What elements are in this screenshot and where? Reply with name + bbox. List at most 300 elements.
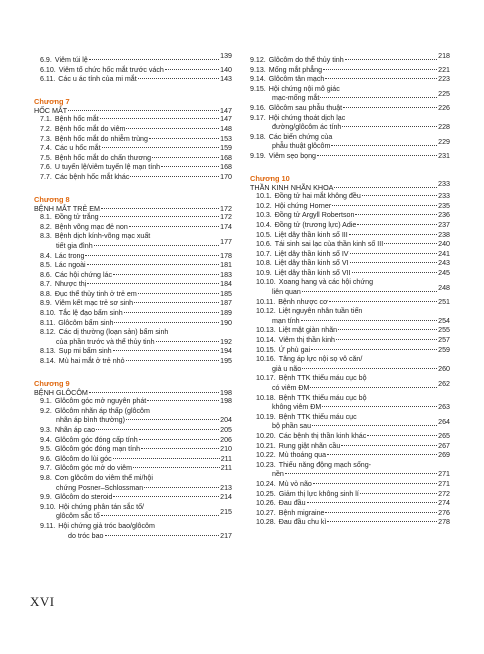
entry-title: Các u hốc mắt <box>54 144 101 153</box>
entry-title: Hội chứng thoát dịch lạc <box>268 113 346 122</box>
toc-entry[interactable] <box>34 271 232 281</box>
section-spacer <box>34 367 232 373</box>
toc-entry[interactable] <box>250 298 450 308</box>
entry-title: Glôcôm sau phẫu thuật <box>268 103 343 112</box>
chapter-title-row[interactable] <box>34 388 232 398</box>
entry-title: Đồng tử hai mắt không đều <box>274 192 361 201</box>
entry-title: Liệt dây thần kinh số VII <box>274 268 351 277</box>
entry-number: 9.15. <box>250 84 266 93</box>
entry-title: U tuyến lệ/viêm tuyến lệ mạn tính <box>54 163 161 172</box>
entry-page-number: 181 <box>220 261 232 270</box>
entry-title: chứng Posner–Schlossman <box>56 483 144 492</box>
entry-title: Rung giật nhãn cầu <box>278 441 341 450</box>
dot-leader <box>152 157 219 158</box>
dot-leader <box>311 349 437 350</box>
entry-number: 10.13. <box>256 326 276 335</box>
dot-leader <box>367 435 437 436</box>
entry-number: 10.15. <box>256 345 276 354</box>
toc-entry[interactable] <box>250 133 450 143</box>
toc-entry[interactable] <box>250 490 450 500</box>
entry-title: Viêm sẹo bọng <box>268 151 316 160</box>
entry-number: 8.5. <box>40 261 52 270</box>
section-spacer <box>34 85 232 91</box>
entry-page-number: 229 <box>438 138 450 147</box>
entry-title: Đồng tử (trương lực) Adie <box>274 220 357 229</box>
entry-page-number: 245 <box>438 268 450 277</box>
entry-number: 9.3. <box>40 426 52 434</box>
entry-page-number: 278 <box>438 518 450 527</box>
entry-page-number: 174 <box>220 222 232 231</box>
entry-number: 10.16. <box>256 355 276 364</box>
entry-number: 8.6. <box>40 270 52 279</box>
entry-title: Viêm túi lệ <box>54 56 88 64</box>
toc-entry[interactable] <box>34 75 232 85</box>
toc-entry[interactable] <box>250 509 450 519</box>
dot-leader <box>113 274 219 275</box>
dot-leader <box>100 118 220 119</box>
entry-number: 10.6. <box>256 240 272 249</box>
toc-entry[interactable] <box>250 250 450 260</box>
toc-entry[interactable] <box>250 90 450 104</box>
entry-page-number: 262 <box>438 380 450 388</box>
entry-title: Giảm thị lực không sinh lí <box>278 489 359 498</box>
toc-entry[interactable] <box>34 299 232 309</box>
entry-page-number: 254 <box>438 316 450 325</box>
entry-page-number: 198 <box>220 397 232 406</box>
dot-leader <box>310 387 437 388</box>
entry-title: Bệnh hốc mắt do viêm <box>54 124 126 133</box>
toc-entry[interactable] <box>34 436 232 446</box>
toc-entry[interactable] <box>34 493 232 503</box>
chapter-title: HỐC MẮT <box>34 105 68 115</box>
entry-number: 10.8. <box>256 259 272 268</box>
toc-entry[interactable] <box>34 213 232 223</box>
entry-number: 10.25. <box>256 489 276 498</box>
entry-page-number: 251 <box>438 297 450 306</box>
toc-entry[interactable] <box>250 470 450 480</box>
toc-entry[interactable] <box>250 432 450 442</box>
chapter-title-row[interactable] <box>34 106 232 116</box>
entry-page-number: 240 <box>438 240 450 249</box>
entry-number: 9.7. <box>40 464 52 473</box>
dot-leader <box>322 406 437 407</box>
entry-title: Liệt dây thần kinh số VI <box>274 259 349 268</box>
toc-entry[interactable] <box>250 480 450 490</box>
toc-entry[interactable] <box>250 278 450 288</box>
entry-page-number: 143 <box>220 75 232 84</box>
entry-title: Bệnh TTK thiếu máu cục bộ <box>278 374 367 383</box>
dot-leader <box>113 458 220 459</box>
chapter-title-row[interactable] <box>34 204 232 214</box>
entry-title: Sụp mi bẩm sinh <box>58 347 112 356</box>
entry-title: Các bệnh thị thần kinh khác <box>278 431 367 440</box>
entry-page-number: 257 <box>438 336 450 345</box>
dot-leader <box>317 155 437 156</box>
dot-leader <box>302 368 437 369</box>
toc-entry[interactable] <box>250 66 450 76</box>
dot-leader <box>113 350 220 351</box>
dot-leader <box>113 496 219 497</box>
dot-leader <box>312 425 437 426</box>
toc-entry[interactable] <box>34 357 232 367</box>
toc-entry[interactable] <box>250 518 450 528</box>
entry-number: 10.21. <box>256 441 276 450</box>
toc-entry[interactable] <box>34 125 232 135</box>
chapter-title: BỆNH MẮT TRẺ EM <box>34 203 101 213</box>
toc-entry[interactable] <box>250 202 450 212</box>
entry-number: 7.3. <box>40 134 52 143</box>
dot-leader <box>87 283 219 284</box>
chapter-label: Chương 8 <box>34 194 70 204</box>
toc-entry[interactable] <box>34 115 232 125</box>
dot-leader <box>102 147 220 148</box>
toc-entry[interactable] <box>250 374 450 384</box>
entry-title: Hội chứng Horner <box>274 201 332 210</box>
entry-title: Glôcôm góc mở nguyên phát <box>54 397 147 406</box>
entry-number: 10.18. <box>256 393 276 402</box>
toc-entry[interactable] <box>250 365 450 375</box>
toc-left-column <box>34 52 232 541</box>
entry-page-number: 183 <box>220 270 232 279</box>
entry-number: 9.2. <box>40 406 52 415</box>
chapter-label: Chương 9 <box>34 378 70 388</box>
toc-entry[interactable] <box>250 394 450 404</box>
dot-leader <box>325 78 437 79</box>
entry-title: Liệt mặt giàn nhãn <box>278 326 338 335</box>
entry-title: glôcôm sắc tố <box>56 512 100 521</box>
dot-leader <box>338 329 437 330</box>
entry-page-number: 255 <box>438 326 450 335</box>
toc-entry[interactable] <box>250 307 450 317</box>
entry-page-number: 236 <box>438 211 450 220</box>
entry-number: 9.16. <box>250 103 266 112</box>
entry-page-number: 225 <box>438 90 450 99</box>
entry-title: Bệnh hốc mắt do chấn thương <box>54 153 152 162</box>
entry-number: 10.26. <box>256 499 276 508</box>
toc-entry[interactable] <box>34 347 232 357</box>
entry-number: 9.18. <box>250 132 266 141</box>
entry-number: 9.9. <box>40 493 52 502</box>
entry-number: 8.12. <box>40 328 56 337</box>
entry-page-number: 184 <box>220 280 232 289</box>
dot-leader <box>114 322 219 323</box>
entry-page-number: 223 <box>438 75 450 84</box>
dot-leader <box>156 341 220 342</box>
dot-leader <box>336 339 437 340</box>
entry-page-number: 148 <box>220 124 232 133</box>
toc-entry[interactable] <box>250 192 450 202</box>
toc-entry[interactable] <box>250 326 450 336</box>
toc-entry[interactable] <box>34 503 232 513</box>
toc-entry[interactable] <box>250 240 450 250</box>
toc-entry[interactable] <box>34 484 232 494</box>
entry-page-number: 213 <box>220 483 232 492</box>
toc-entry[interactable] <box>34 173 232 183</box>
toc-entry[interactable] <box>250 211 450 221</box>
entry-title: Nhược thị <box>54 280 87 289</box>
dot-leader <box>87 264 220 265</box>
entry-page-number: 265 <box>438 431 450 440</box>
entry-number: 10.19. <box>256 412 276 421</box>
entry-number: 7.2. <box>40 124 52 133</box>
entry-page-number: 274 <box>438 499 450 508</box>
entry-number: 6.11. <box>40 75 56 84</box>
entry-page-number: 178 <box>220 251 232 260</box>
entry-title: Mù vỏ não <box>278 479 312 488</box>
toc-entry[interactable] <box>34 280 232 290</box>
toc-entry[interactable] <box>34 532 232 542</box>
entry-title: Bệnh võng mạc đẻ non <box>54 222 128 231</box>
dot-leader <box>345 59 437 60</box>
toc-entry[interactable] <box>250 85 450 95</box>
toc-entry[interactable] <box>34 522 232 532</box>
toc-entry[interactable] <box>34 474 232 484</box>
dot-leader <box>147 400 219 401</box>
dot-leader <box>161 166 219 167</box>
dot-leader <box>149 138 219 139</box>
toc-entry[interactable] <box>250 269 450 279</box>
entry-title: Đồng tử Argyll Robertson <box>274 211 355 220</box>
dot-leader <box>139 439 220 440</box>
entry-title: do tróc bao <box>68 531 104 540</box>
toc-entry[interactable] <box>250 231 450 241</box>
entry-title: Tái sinh sai lạc của thần kinh số III <box>274 240 384 249</box>
toc-entry[interactable] <box>34 416 232 426</box>
toc-entry[interactable] <box>34 144 232 154</box>
dot-leader <box>89 59 219 60</box>
toc-entry[interactable] <box>34 426 232 436</box>
dot-leader <box>96 429 219 430</box>
entry-title: Lác ngoài <box>54 261 86 270</box>
entry-page-number: 147 <box>220 115 232 124</box>
toc-entry[interactable] <box>34 445 232 455</box>
dot-leader <box>68 110 219 111</box>
dot-leader <box>342 126 437 127</box>
toc-entry[interactable] <box>250 336 450 346</box>
toc-entry[interactable] <box>250 442 450 452</box>
toc-entry[interactable] <box>250 152 450 162</box>
toc-entry[interactable] <box>34 397 232 407</box>
entry-number: 9.19. <box>250 151 266 160</box>
entry-number: 9.17. <box>250 113 266 122</box>
entry-number: 10.7. <box>256 249 272 258</box>
entry-number: 6.10. <box>40 65 56 74</box>
entry-number: 10.2. <box>256 201 272 210</box>
entry-page-number: 259 <box>438 345 450 354</box>
entry-number: 10.27. <box>256 508 276 517</box>
entry-title: Liệt nguyên nhân tuần tiến <box>278 307 363 316</box>
entry-page-number: 172 <box>220 213 232 222</box>
entry-page-number: 190 <box>220 318 232 327</box>
entry-title: Các hội chứng lác <box>54 270 113 279</box>
entry-title: Mù hai mắt ở trẻ nhỏ <box>58 357 125 366</box>
dot-leader <box>384 243 437 244</box>
toc-entry[interactable] <box>250 418 450 432</box>
entry-page-number: 218 <box>438 52 450 60</box>
dot-leader <box>341 445 437 446</box>
entry-title: Bệnh nhược cơ <box>278 297 328 306</box>
chapter-label: Chương 10 <box>250 173 290 183</box>
entry-title: tiết gia đình <box>56 241 93 250</box>
entry-page-number: 194 <box>220 347 232 356</box>
entry-title: Bệnh migraine <box>278 508 325 517</box>
entry-number: 8.11. <box>40 318 56 327</box>
entry-number: 8.3. <box>40 232 52 241</box>
entry-title: Tăng áp lực nội sọ vô căn/ <box>278 355 363 364</box>
toc-entry[interactable] <box>250 403 450 413</box>
dot-leader <box>144 487 219 488</box>
toc-entry[interactable] <box>250 114 450 124</box>
entry-title: Glôcôm do lùi góc <box>54 454 112 463</box>
toc-entry[interactable] <box>34 163 232 173</box>
entry-number: 10.22. <box>256 451 276 460</box>
entry-title: Xoang hang và các hội chứng <box>278 278 374 287</box>
entry-number: 7.6. <box>40 163 52 172</box>
entry-title: Bệnh dịch kính-võng mạc xuất <box>54 232 151 241</box>
toc-entry[interactable] <box>250 461 450 471</box>
toc-entry[interactable] <box>250 380 450 394</box>
entry-title: Bệnh TTK thiếu máu cục bộ <box>278 393 367 402</box>
dot-leader <box>126 419 219 420</box>
toc-entry[interactable] <box>34 154 232 164</box>
toc-entry[interactable] <box>34 319 232 329</box>
toc-entry[interactable] <box>34 135 232 145</box>
entry-number: 9.13. <box>250 65 266 74</box>
dot-leader <box>350 262 438 263</box>
entry-title: Các u ác tính của mi mắt <box>58 75 137 84</box>
entry-title: của phần trước và thể thủy tinh <box>56 337 155 346</box>
toc-entry[interactable] <box>250 499 450 509</box>
entry-page-number: 139 <box>220 52 232 60</box>
entry-page-number: 235 <box>438 201 450 210</box>
dot-leader <box>327 521 437 522</box>
toc-entry[interactable] <box>250 221 450 231</box>
entry-title: Viêm thị thần kinh <box>278 336 335 345</box>
toc-entry[interactable] <box>34 52 232 66</box>
dot-leader <box>332 205 437 206</box>
entry-page-number: 195 <box>220 357 232 366</box>
entry-page-number: 233 <box>438 192 450 201</box>
entry-page-number: 237 <box>438 220 450 229</box>
entry-title: Bệnh hốc mắt <box>54 115 99 124</box>
entry-page-number: 214 <box>220 493 232 502</box>
entry-number: 9.14. <box>250 75 266 84</box>
toc-entry[interactable] <box>34 237 232 252</box>
dot-leader <box>165 69 219 70</box>
entry-title: Lác trong <box>54 251 85 260</box>
dot-leader <box>133 467 220 468</box>
chapter-title: BỆNH GLÔCÔM <box>34 387 88 397</box>
entry-number: 8.9. <box>40 299 52 308</box>
entry-title: không viêm ĐM <box>272 403 322 412</box>
toc-entry[interactable] <box>34 252 232 262</box>
entry-title: đường/glôcôm ác tính <box>272 123 342 132</box>
entry-title: Hội chứng nội mô giác <box>268 84 340 93</box>
dot-leader <box>105 535 220 536</box>
toc-entry[interactable] <box>34 309 232 319</box>
dot-leader <box>343 107 437 108</box>
entry-number: 10.3. <box>256 211 272 220</box>
entry-title: Đục thể thủy tinh ở trẻ em <box>54 289 137 298</box>
entry-page-number: 271 <box>438 479 450 488</box>
toc-entry[interactable] <box>250 355 450 365</box>
dot-leader <box>89 392 219 393</box>
dot-leader <box>126 128 219 129</box>
toc-entry[interactable] <box>250 413 450 423</box>
entry-page-number: 168 <box>220 163 232 172</box>
toc-entry[interactable] <box>34 261 232 271</box>
entry-page-number: 272 <box>438 489 450 498</box>
toc-entry[interactable] <box>250 138 450 152</box>
entry-number: 7.1. <box>40 115 52 124</box>
entry-title: bộ phần sau <box>272 422 312 431</box>
toc-entry[interactable] <box>34 455 232 465</box>
toc-entry[interactable] <box>34 464 232 474</box>
entry-page-number: 269 <box>438 451 450 460</box>
toc-entry[interactable] <box>250 451 450 461</box>
entry-page-number: 177 <box>220 237 232 246</box>
toc-entry[interactable] <box>34 338 232 348</box>
entry-page-number: 189 <box>220 309 232 318</box>
entry-number: 10.17. <box>256 374 276 383</box>
toc-entry[interactable] <box>250 259 450 269</box>
toc-entry[interactable] <box>250 75 450 85</box>
toc-entry[interactable] <box>250 123 450 133</box>
toc-entry[interactable] <box>34 407 232 417</box>
entry-title: mạn tính <box>272 316 300 325</box>
entry-page-number: 276 <box>438 508 450 517</box>
entry-number: 6.9. <box>40 56 52 64</box>
entry-title: Hội chứng giả tróc bao/glôcôm <box>58 521 155 530</box>
toc-entry[interactable] <box>250 317 450 327</box>
entry-page-number: 215 <box>220 508 232 517</box>
dot-leader <box>302 291 437 292</box>
entry-title: Tắc lệ đạo bẩm sinh <box>58 309 123 318</box>
dot-leader <box>357 224 437 225</box>
entry-title: Viêm tổ chức hốc mắt trước vách <box>58 65 164 74</box>
entry-number: 10.10. <box>256 278 276 287</box>
entry-title: Ứ phù gai <box>278 345 311 354</box>
toc-entry[interactable] <box>34 508 232 522</box>
dot-leader <box>320 97 437 98</box>
toc-entry[interactable] <box>34 328 232 338</box>
entry-page-number: 263 <box>438 403 450 412</box>
entry-page-number: 238 <box>438 230 450 239</box>
entry-number: 9.5. <box>40 445 52 454</box>
dot-leader <box>85 255 219 256</box>
entry-number: 10.24. <box>256 479 276 488</box>
toc-entry[interactable] <box>34 223 232 233</box>
toc-entry[interactable] <box>250 346 450 356</box>
entry-page-number: 226 <box>438 103 450 112</box>
entry-number: 9.11. <box>40 521 56 530</box>
dot-leader <box>334 187 437 188</box>
entry-number: 8.10. <box>40 309 56 318</box>
toc-entry[interactable] <box>250 284 450 298</box>
dot-leader <box>327 454 437 455</box>
entry-number: 7.7. <box>40 172 52 181</box>
entry-page-number: 221 <box>438 65 450 74</box>
entry-page-number: 228 <box>438 123 450 132</box>
toc-entry[interactable] <box>34 232 232 242</box>
dot-leader <box>360 493 437 494</box>
toc-entry[interactable] <box>250 52 450 66</box>
entry-number: 8.1. <box>40 213 52 222</box>
dot-leader <box>352 272 438 273</box>
toc-entry[interactable] <box>34 66 232 76</box>
toc-entry[interactable] <box>250 104 450 114</box>
dot-leader <box>124 312 219 313</box>
